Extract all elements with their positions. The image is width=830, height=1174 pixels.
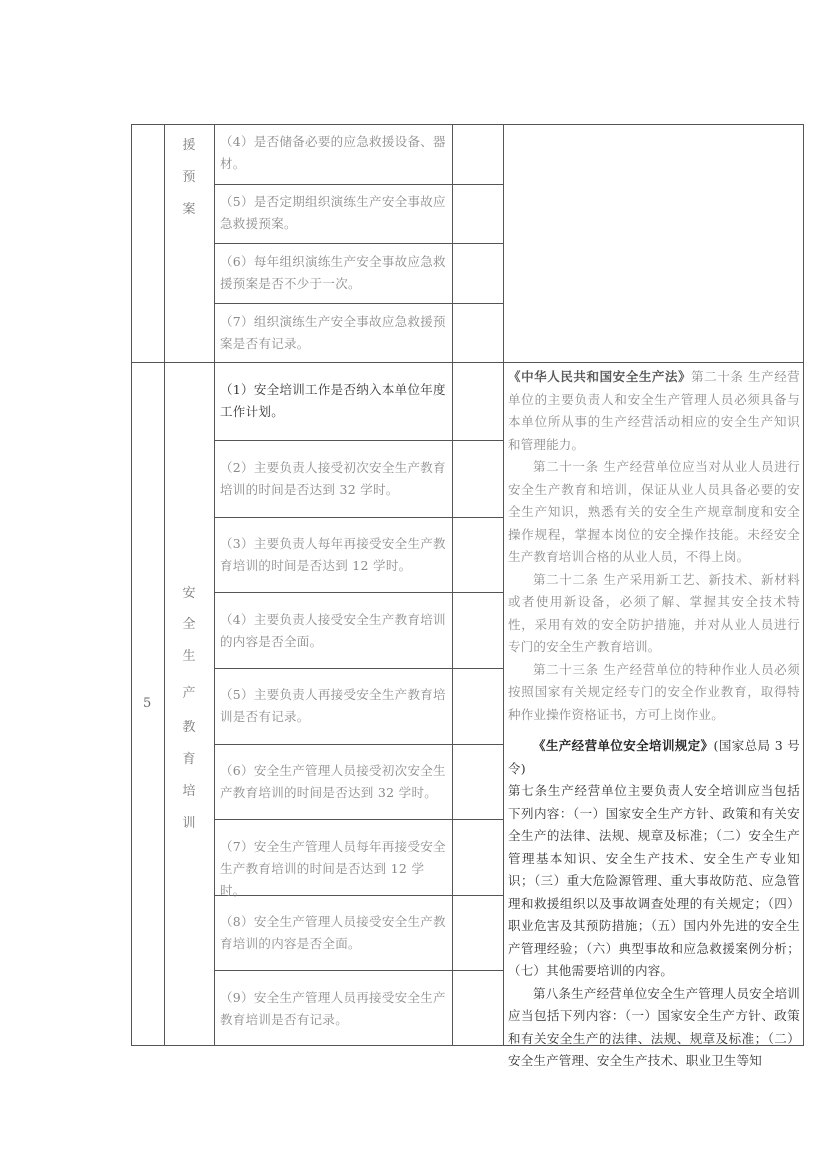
section5-label-char: 安 — [182, 586, 196, 601]
check-item: （5）是否定期组织演练生产安全事故应急救援预案。 — [220, 194, 446, 231]
law-title: 《生产经营单位安全培训规定》 — [533, 738, 714, 753]
section5-label-char: 育 — [182, 752, 196, 767]
top-label-char: 预 — [182, 170, 196, 185]
check-item: （3）主要负责人每年再接受安全生产教育培训的时间是否达到 12 学时。 — [220, 536, 446, 573]
top-label-char: 援 — [182, 138, 196, 153]
check-item: （2）主要负责人接受初次安全生产教育培训的时间是否达到 32 学时。 — [220, 460, 446, 497]
check-item: （9）安全生产管理人员再接受安全生产教育培训是否有记录。 — [220, 990, 446, 1027]
section5-label-char: 全 — [182, 617, 196, 632]
law-paragraph: 《生产经营单位安全培训规定》(国家总局 3 号令) — [508, 738, 800, 776]
check-item: （6）每年组织演练生产安全事故应急救援预案是否不少于一次。 — [220, 254, 446, 291]
section5-label-char: 生 — [182, 649, 196, 664]
check-item: （7）安全生产管理人员每年再接受安全生产教育培训的时间是否达到 12 学时。 — [220, 839, 446, 898]
check-item: （4）主要负责人接受安全生产教育培训的内容是否全面。 — [220, 612, 446, 649]
law-paragraph: 第二十二条 生产采用新工艺、新技术、新材料或者使用新设备，必须了解、掌握其安全技术特性，采用有效的安全防护措施，并对从业人员进行专门的安全生产教育培训。 — [508, 571, 800, 654]
check-item: （7）组织演练生产安全事故应急救援预案是否有记录。 — [220, 314, 446, 351]
law-basis-safety-production-law — [508, 366, 800, 726]
law-paragraph: 第八条生产经营单位安全生产管理人员安全培训应当包括下列内容：（一）国家安全生产方针、政策和有关安全生产的法律、法规、规章及标准；（二）安全生产管理、安全生产技术、职业卫生等知 — [508, 985, 800, 1068]
check-item: （1）安全培训工作是否纳入本单位年度工作计划。 — [220, 382, 446, 419]
section5-label-char: 训 — [182, 816, 196, 831]
check-item: （5）主要负责人再接受安全生产教育培训是否有记录。 — [220, 687, 446, 724]
check-item: （4）是否储备必要的应急救援设备、器材。 — [220, 134, 446, 171]
section5-label-char: 培 — [182, 784, 196, 799]
law-paragraph: 第二十三条 生产经营单位的特种作业人员必须按照国家有关规定经专门的安全作业教育，取得特种作业操作资格证书，方可上岗作业。 — [508, 661, 800, 722]
law-paragraph: 第二十一条 生产经营单位应当对从业人员进行安全生产教育和培训，保证从业人员具备必要的安全生产知识，熟悉有关的安全生产规章制度和安全操作规程，掌握本岗位的安全操作技能。未经安全生产教育培训合格的从业人员，不得上岗。 — [508, 459, 800, 564]
row-number: 5 — [143, 696, 152, 711]
check-item: （6）安全生产管理人员接受初次安全生产教育培训的时间是否达到 32 学时。 — [220, 763, 446, 800]
law-basis-training-regulation — [508, 735, 800, 1073]
top-label-char: 案 — [182, 202, 196, 217]
section5-label-char: 教 — [182, 720, 196, 735]
law-paragraph: 《中华人民共和国安全生产法》第二十条 生产经营单位的主要负责人和安全生产管理人员必须具备与本单位所从事的生产经营活动相应的安全生产知识和管理能力。 — [508, 369, 800, 452]
check-item: （8）安全生产管理人员接受安全生产教育培训的内容是否全面。 — [220, 914, 446, 951]
law-paragraph: 第七条生产经营单位主要负责人安全培训应当包括下列内容：（一）国家安全生产方针、政策和有关安全生产的法律、法规、规章及标准；（二）安全生产管理基本知识、安全生产技术、安全生产专业知识；（三）重大危险源管理、重大事故防范、应急管理和救援组织以及事故调查处理的有关规定；（四）职业危害及其预防措施；（五）国内外先进的安全生产管理经验；（六）典型事故和应急救援案例分析；（七）其他需要培训的内容。 — [508, 783, 800, 978]
section5-label-char: 产 — [182, 686, 196, 701]
law-title: 《中华人民共和国安全生产法》 — [508, 369, 692, 384]
